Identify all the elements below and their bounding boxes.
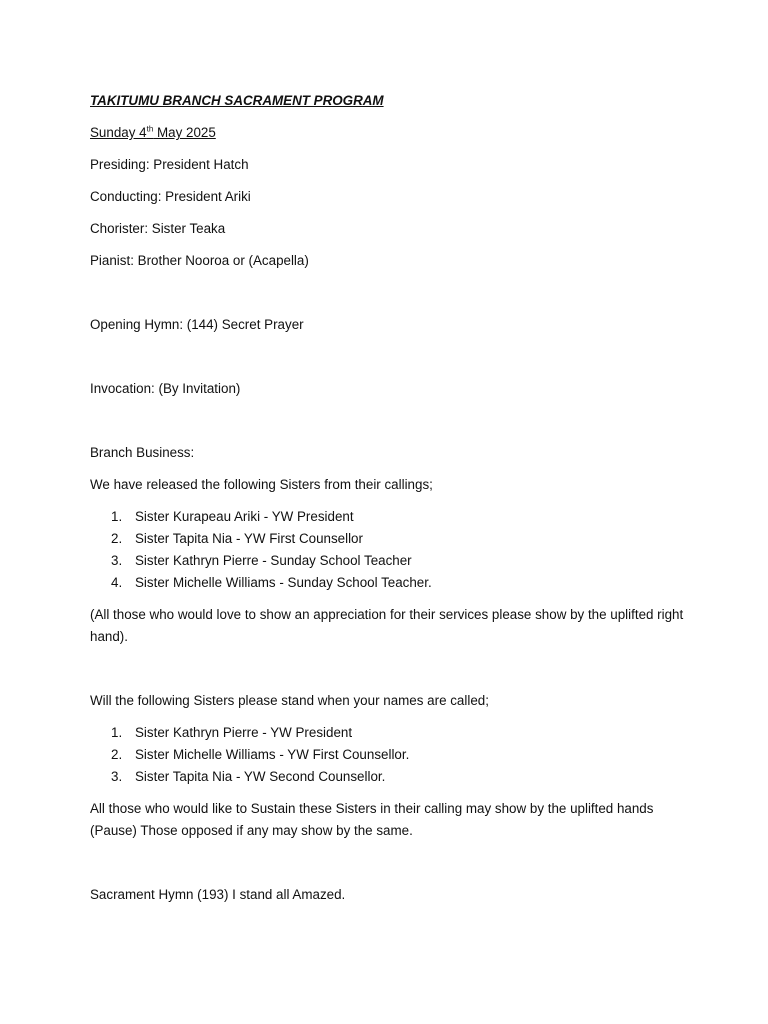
- list-item: [90, 506, 690, 528]
- branch-business-heading: Branch Business:: [90, 445, 195, 460]
- opening-hymn-line: Opening Hymn: (144) Secret Prayer: [90, 317, 304, 332]
- called-intro: Will the following Sisters please stand when your names are called;: [90, 693, 489, 708]
- list-number: 1.: [111, 509, 123, 524]
- invocation-line: Invocation: (By Invitation): [90, 381, 241, 396]
- program-content: [90, 90, 690, 916]
- date-rest: May 2025: [153, 125, 216, 140]
- pianist-line: Pianist: Brother Nooroa or (Acapella): [90, 253, 309, 268]
- spacer: [90, 410, 690, 442]
- list-number: 3.: [111, 553, 123, 568]
- list-number: 1.: [111, 725, 123, 740]
- list-number: 2.: [111, 531, 123, 546]
- presiding-line: Presiding: President Hatch: [90, 157, 249, 172]
- program-date: [90, 122, 690, 144]
- list-item: [90, 572, 690, 594]
- spacer: [90, 852, 690, 884]
- spacer: [90, 346, 690, 378]
- list-number: 4.: [111, 575, 123, 590]
- list-item: [90, 528, 690, 550]
- date-suffix: th: [146, 124, 154, 134]
- program-title: TAKITUMU BRANCH SACRAMENT PROGRAM: [90, 93, 384, 108]
- list-item-text: Sister Kurapeau Ariki - YW President: [135, 509, 354, 524]
- list-item-text: Sister Tapita Nia - YW First Counsellor: [135, 531, 363, 546]
- released-list: [90, 506, 690, 594]
- list-item-text: Sister Kathryn Pierre - YW President: [135, 725, 353, 740]
- list-item-text: Sister Michelle Williams - YW First Counsellor.: [135, 747, 410, 762]
- list-item-text: Sister Tapita Nia - YW Second Counsellor.: [135, 769, 386, 784]
- chorister-line: Chorister: Sister Teaka: [90, 221, 226, 236]
- date-prefix: Sunday 4: [90, 125, 147, 140]
- released-intro: We have released the following Sisters from their callings;: [90, 477, 433, 492]
- list-item: [90, 766, 690, 788]
- list-number: 2.: [111, 747, 123, 762]
- spacer: [90, 658, 690, 690]
- list-number: 3.: [111, 769, 123, 784]
- list-item-text: Sister Kathryn Pierre - Sunday School Teacher: [135, 553, 412, 568]
- list-item-text: Sister Michelle Williams - Sunday School Teacher.: [135, 575, 432, 590]
- appreciation-paragraph: (All those who would love to show an appreciation for their services please show by the uplifted right hand).: [90, 607, 684, 644]
- list-item: [90, 744, 690, 766]
- sacrament-hymn-line: Sacrament Hymn (193) I stand all Amazed.: [90, 887, 346, 902]
- sustain-paragraph: All those who would like to Sustain these Sisters in their calling may show by the uplifted hands (Pause) Those opposed if any may show by the same.: [90, 801, 654, 838]
- called-list: [90, 722, 690, 788]
- conducting-line: Conducting: President Ariki: [90, 189, 251, 204]
- list-item: [90, 550, 690, 572]
- spacer: [90, 282, 690, 314]
- list-item: [90, 722, 690, 744]
